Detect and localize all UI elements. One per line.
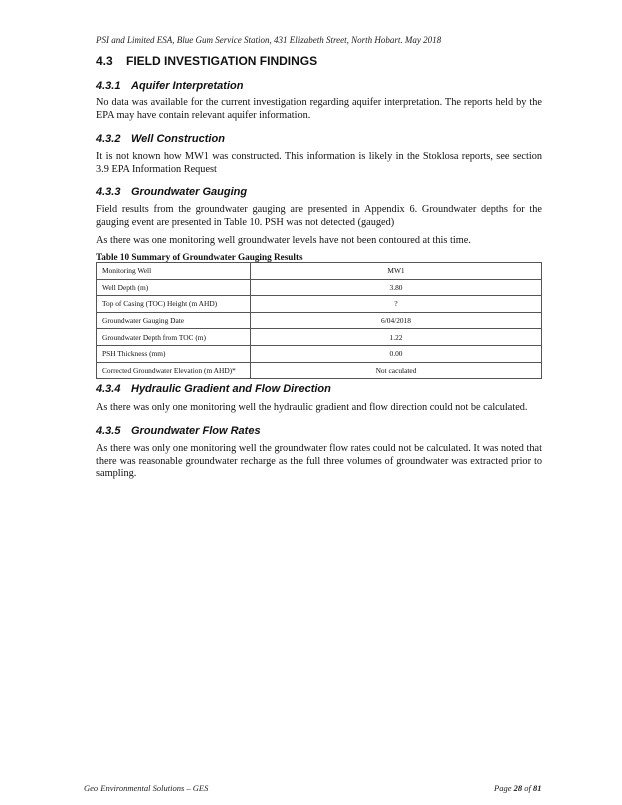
subsection-title: Groundwater Gauging: [131, 186, 248, 198]
subsection-number: 4.3.2: [96, 133, 121, 145]
subsection-title: Aquifer Interpretation: [131, 80, 244, 92]
gauging-results-table: [96, 262, 542, 379]
footer-company: Geo Environmental Solutions – GES: [84, 783, 209, 793]
table-cell-label: PSH Thickness (mm): [97, 345, 251, 362]
paragraph: Field results from the groundwater gauging are presented in Appendix 6. Groundwater depths for the gauging event are presented in Table 10. PSH was not detected (gauged): [96, 204, 542, 228]
table-cell-value: 0.00: [251, 345, 542, 362]
section-number: 4.3: [96, 54, 113, 68]
current-page: 28: [513, 783, 523, 793]
table-cell-label: Groundwater Gauging Date: [97, 312, 251, 329]
table-cell-value: MW1: [251, 263, 542, 280]
subsection-heading: [96, 133, 225, 145]
table-row: [97, 263, 542, 280]
table-row: [97, 312, 542, 329]
table-cell-label: Monitoring Well: [97, 263, 251, 280]
table-cell-label: Well Depth (m): [97, 279, 251, 296]
subsection-number: 4.3.1: [96, 80, 121, 92]
subsection-heading: [96, 425, 261, 437]
subsection-number: 4.3.4: [96, 383, 121, 395]
table-cell-value: 6/04/2018: [251, 312, 542, 329]
subsection-title: Groundwater Flow Rates: [131, 425, 261, 437]
table-row: [97, 279, 542, 296]
page-label: Page: [494, 783, 514, 793]
subsection-title: Well Construction: [131, 133, 225, 145]
table-cell-value: 1.22: [251, 329, 542, 346]
table-row: [97, 362, 542, 379]
subsection-number: 4.3.5: [96, 425, 121, 437]
subsection-heading: [96, 80, 243, 92]
table-cell-label: Corrected Groundwater Elevation (m AHD)*: [97, 362, 251, 379]
section-title: FIELD INVESTIGATION FINDINGS: [126, 54, 318, 68]
table-cell-value: Not caculated: [251, 362, 542, 379]
paragraph: No data was available for the current investigation regarding aquifer interpretation. The reports held by the EPA may have contain relevant aquifer information.: [96, 97, 542, 121]
table-row: [97, 296, 542, 313]
subsection-number: 4.3.3: [96, 186, 121, 198]
table-row: [97, 329, 542, 346]
table-cell-value: ?: [251, 296, 542, 313]
paragraph: As there was one monitoring well groundwater levels have not been contoured at this time.: [96, 235, 471, 246]
table-caption: Table 10 Summary of Groundwater Gauging Results: [96, 252, 303, 262]
subsection-heading: [96, 383, 331, 395]
footer-page-number: [494, 783, 541, 793]
running-header: PSI and Limited ESA, Blue Gum Service Station, 431 Elizabeth Street, North Hobart. May 2018: [96, 35, 442, 45]
total-pages: 81: [532, 783, 542, 793]
table-row: [97, 345, 542, 362]
subsection-heading: [96, 186, 247, 198]
page-of-label: of: [522, 783, 533, 793]
paragraph: It is not known how MW1 was constructed. This information is likely in the Stoklosa reports, see section 3.9 EPA Information Request: [96, 151, 542, 175]
table-cell-value: 3.80: [251, 279, 542, 296]
paragraph: As there was only one monitoring well the groundwater flow rates could not be calculated. It was noted that there was reasonable groundwater recharge as the full three volumes of groundwater was extracted prior to sampling.: [96, 443, 542, 479]
section-heading: [96, 54, 317, 68]
table-cell-label: Groundwater Depth from TOC (m): [97, 329, 251, 346]
table-cell-label: Top of Casing (TOC) Height (m AHD): [97, 296, 251, 313]
paragraph: As there was only one monitoring well the hydraulic gradient and flow direction could not be calculated.: [96, 402, 528, 413]
subsection-title: Hydraulic Gradient and Flow Direction: [131, 383, 331, 395]
